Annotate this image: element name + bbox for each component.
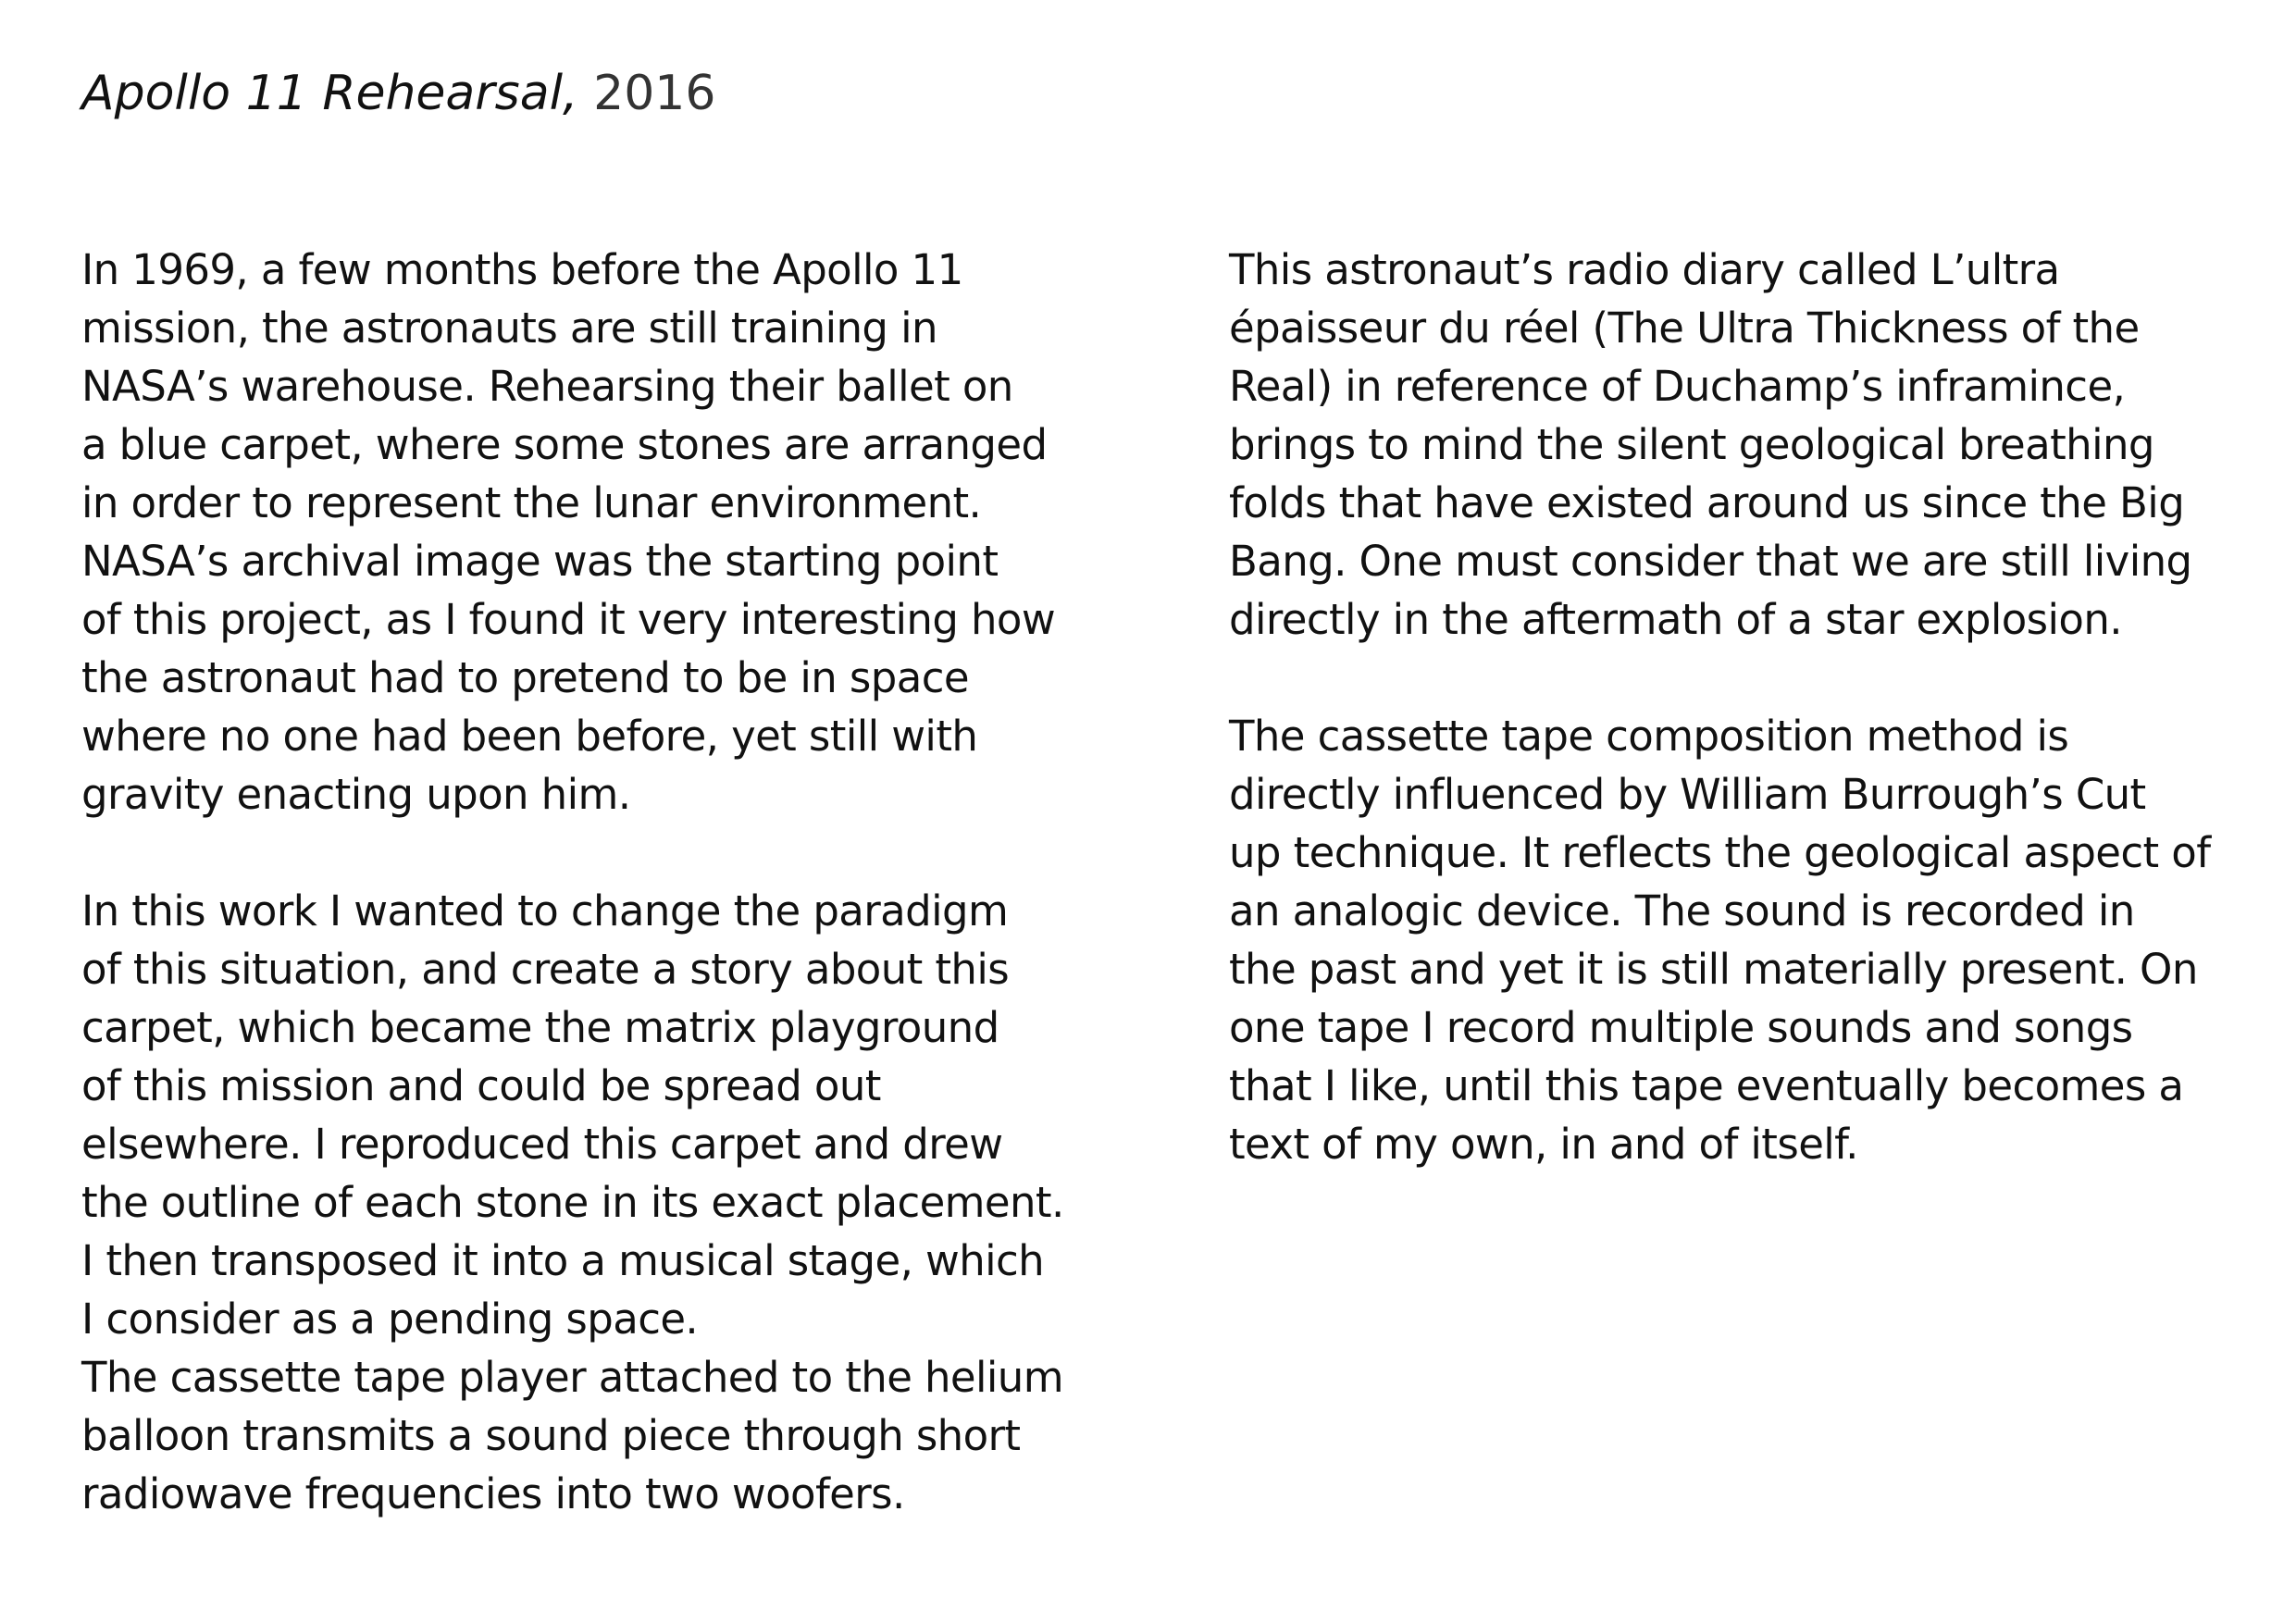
- text-line: carpet, which became the matrix playground: [81, 1003, 999, 1052]
- text-line: épaisseur du réel (The Ultra Thickness of the: [1229, 304, 2140, 353]
- text-line: folds that have existed around us since the Big: [1229, 478, 2185, 527]
- text-line: In 1969, a few months before the Apollo 11: [81, 245, 963, 294]
- text-line: directly influenced by William Burrough’s Cut: [1229, 770, 2146, 819]
- text-line: Bang. One must consider that we are still living: [1229, 537, 2192, 586]
- text-line: In this work I wanted to change the paradigm: [81, 886, 1009, 935]
- text-line: of this situation, and create a story about this: [81, 945, 1010, 994]
- text-line: The cassette tape composition method is: [1229, 712, 2069, 761]
- text-line: of this project, as I found it very interesting how: [81, 595, 1056, 644]
- text-line: I then transposed it into a musical stage, which: [81, 1236, 1045, 1285]
- title-year: 2016: [593, 66, 716, 121]
- text-line: up technique. It reflects the geological aspect of: [1229, 828, 2211, 877]
- text-line: This astronaut’s radio diary called L’ultra: [1229, 245, 2060, 294]
- paragraph-gap: [81, 824, 1064, 882]
- text-line: directly in the aftermath of a star explosion.: [1229, 595, 2122, 644]
- text-line: balloon transmits a sound piece through short: [81, 1411, 1021, 1460]
- left-column: [81, 241, 1064, 1523]
- right-column: [1229, 241, 2210, 1173]
- text-line: mission, the astronauts are still training in: [81, 304, 937, 353]
- text-line: one tape I record multiple sounds and songs: [1229, 1003, 2133, 1052]
- text-line: that I like, until this tape eventually becomes a: [1229, 1061, 2184, 1110]
- text-line: NASA’s archival image was the starting point: [81, 537, 999, 586]
- text-line: the past and yet it is still materially present. On: [1229, 945, 2198, 994]
- text-line: a blue carpet, where some stones are arranged: [81, 420, 1048, 469]
- text-line: gravity enacting upon him.: [81, 770, 631, 819]
- text-line: the outline of each stone in its exact placement.: [81, 1178, 1064, 1227]
- page-title: [81, 63, 715, 124]
- text-line: of this mission and could be spread out: [81, 1061, 881, 1110]
- text-line: brings to mind the silent geological breathing: [1229, 420, 2154, 469]
- title-italic: Apollo 11 Rehearsal,: [81, 66, 578, 121]
- text-line: the astronaut had to pretend to be in space: [81, 653, 969, 702]
- text-line: text of my own, in and of itself.: [1229, 1120, 1858, 1169]
- left-paragraph-2: [81, 882, 1064, 1523]
- text-line: NASA’s warehouse. Rehearsing their ballet on: [81, 362, 1013, 411]
- right-paragraph-1: [1229, 241, 2210, 649]
- right-paragraph-2: [1229, 707, 2210, 1173]
- text-line: Real) in reference of Duchamp’s inframince,: [1229, 362, 2126, 411]
- text-line: radiowave frequencies into two woofers.: [81, 1469, 905, 1518]
- text-line: The cassette tape player attached to the helium: [81, 1353, 1063, 1402]
- text-line: elsewhere. I reproduced this carpet and drew: [81, 1120, 1003, 1169]
- left-paragraph-1: [81, 241, 1064, 824]
- text-line: an analogic device. The sound is recorded in: [1229, 886, 2135, 935]
- text-line: I consider as a pending space.: [81, 1295, 699, 1344]
- text-line: in order to represent the lunar environment.: [81, 478, 982, 527]
- paragraph-gap: [1229, 649, 2210, 707]
- text-line: where no one had been before, yet still with: [81, 712, 978, 761]
